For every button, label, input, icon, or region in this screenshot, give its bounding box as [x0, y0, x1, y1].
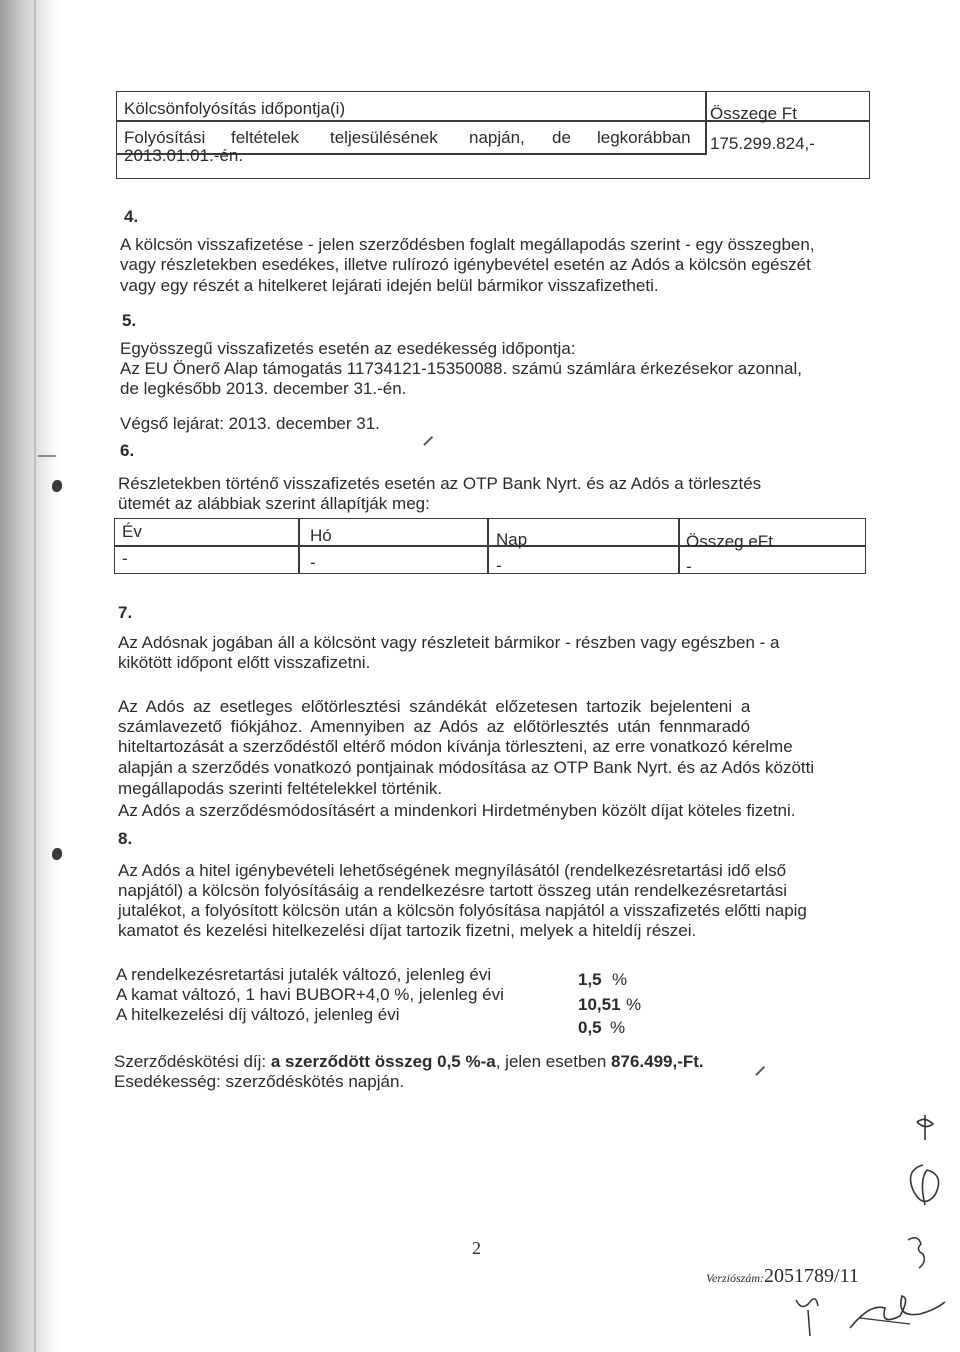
earliest-date: 2013.01.01.-én. — [124, 146, 244, 165]
paragraph-line: kikötött időpont előtt visszafizetni. — [118, 653, 371, 672]
column-header-year: Év — [122, 522, 142, 541]
fee-value: 1,5 — [578, 970, 602, 989]
version-line — [706, 1266, 859, 1288]
scan-binding-shadow — [0, 0, 58, 1352]
paragraph-line: Az Adósnak jogában áll a kölcsönt vagy részleteit bármikor - részben vagy egészben - a — [118, 633, 780, 652]
condition-word: napján, — [469, 128, 525, 147]
section-number: 7. — [118, 603, 133, 622]
margin-dash — [38, 455, 56, 457]
contract-fee-amount: 876.499,-Ft. — [611, 1052, 704, 1071]
handwritten-initials — [895, 1110, 955, 1220]
version-number: 2051789/11 — [764, 1265, 859, 1287]
condition-word: feltételek — [231, 128, 300, 147]
handwritten-initials — [903, 1232, 933, 1272]
paragraph-line: jutalékot, a folyósított kölcsön után a kölcsön folyósítása napjától a visszafizetés előtti napig — [118, 901, 807, 920]
paragraph-line: vagy egy részét a hitelkeret lejárati idején belül bármikor visszafizetheti. — [120, 276, 659, 295]
condition-word: teljesülésének — [330, 128, 438, 147]
table-divider — [705, 92, 707, 155]
fee-label: A rendelkezésretartási jutalék változó, jelenleg évi — [116, 965, 492, 984]
fee-value: 10,51 — [578, 995, 621, 1014]
amount-header: Összege Ft — [710, 104, 797, 123]
table-divider — [298, 519, 300, 573]
paragraph-line: Az Adós a hitel igénybevételi lehetőségének megnyílásától (rendelkezésretartási idő első — [118, 861, 787, 880]
paragraph-line: de legkésőbb 2013. december 31.-én. — [120, 379, 407, 398]
loan-amount: 175.299.824,- — [710, 134, 815, 153]
paragraph-line: Az Adós a szerződésmódosításért a mindenkori Hirdetményben közölt díjat köteles fizetni. — [118, 801, 796, 820]
paragraph-line: ütemét az alábbiak szerint állapítják meg: — [118, 494, 430, 513]
section-number: 8. — [118, 829, 133, 848]
condition-word: Folyósítási — [124, 128, 206, 147]
paragraph-line: Egyösszegű visszafizetés esetén az esedékesség időpontja: — [120, 339, 576, 358]
handwritten-initials — [790, 1290, 830, 1340]
condition-word: de — [552, 128, 571, 147]
page-number: 2 — [472, 1238, 481, 1258]
contract-fee-due: Esedékesség: szerződéskötés napján. — [114, 1072, 405, 1091]
column-header-day: Nap — [496, 530, 528, 549]
disbursement-date-header: Kölcsönfolyósítás időpontja(i) — [124, 99, 346, 118]
contract-fee-middle: , jelen esetben — [495, 1052, 607, 1071]
paragraph-line: Részletekben történő visszafizetés esetén az OTP Bank Nyrt. és az Adós a törlesztés — [118, 474, 762, 493]
paragraph-line: alapján a szerződés vonatkozó pontjainak módosítása az OTP Bank Nyrt. és az Adós közötti — [118, 758, 815, 777]
fee-unit: % — [626, 995, 642, 1014]
section-number: 4. — [124, 207, 139, 226]
column-header-month: Hó — [310, 526, 332, 545]
pen-tick-mark — [423, 436, 433, 446]
table-cell: - — [686, 557, 692, 576]
column-header-amount: Összeg eFt — [686, 532, 773, 551]
table-divider — [678, 519, 680, 573]
fee-unit: % — [612, 970, 628, 989]
paragraph-line: hiteltartozását a szerződéstől eltérő módon kívánja törleszteni, az erre vonatkozó kérelme — [118, 737, 793, 756]
section-number: 5. — [122, 311, 137, 330]
fee-unit: % — [610, 1018, 626, 1037]
scan-margin-line — [34, 0, 36, 1352]
final-maturity: Végső lejárat: 2013. december 31. — [120, 414, 380, 433]
binding-hole-mark — [52, 480, 62, 492]
binding-hole-mark — [52, 848, 62, 860]
table-cell: - — [310, 553, 316, 572]
fee-value: 0,5 — [578, 1018, 602, 1037]
paragraph-line: számlavezető fiókjához. Amennyiben az Adós az előtörlesztés után fennmaradó — [118, 717, 751, 736]
handwritten-signature — [840, 1288, 950, 1338]
contract-fee-line — [114, 1052, 704, 1072]
section-number: 6. — [120, 441, 135, 460]
table-cell: - — [122, 549, 128, 568]
fee-label: A hitelkezelési díj változó, jelenleg évi — [116, 1005, 400, 1024]
condition-word: legkorábban — [597, 128, 691, 147]
table-cell: - — [496, 556, 502, 575]
pen-tick-mark — [755, 1066, 765, 1076]
fee-label: A kamat változó, 1 havi BUBOR+4,0 %, jelenleg évi — [116, 985, 504, 1004]
paragraph-line: napjától) a kölcsön folyósításáig a rendelkezésre tartott összeg után rendelkezésretartási — [118, 881, 788, 900]
table-divider — [487, 519, 489, 573]
paragraph-line: Az Adós az esetleges előtörlesztési szándékát előzetesen tartozik bejelenteni a — [118, 697, 751, 716]
contract-fee-prefix: Szerződéskötési díj: — [114, 1052, 267, 1071]
paragraph-line: Az EU Önerő Alap támogatás 11734121-15350088. számú számlára érkezésekor azonnal, — [120, 359, 802, 378]
paragraph-line: megállapodás szerinti feltételekkel történik. — [118, 779, 443, 798]
paragraph-line: A kölcsön visszafizetése - jelen szerződésben foglalt megállapodás szerint - egy összegben, — [120, 235, 815, 254]
version-label: Verziószám: — [706, 1271, 765, 1285]
contract-fee-rate: a szerződött összeg 0,5 %-a — [270, 1052, 496, 1071]
paragraph-line: kamatot és kezelési hitelkezelési díjat tartozik fizetni, melyek a hiteldíj részei. — [118, 921, 697, 940]
paragraph-line: vagy részletekben esedékes, illetve rulírozó igénybevétel esetén az Adós a kölcsön egészét — [120, 255, 811, 274]
